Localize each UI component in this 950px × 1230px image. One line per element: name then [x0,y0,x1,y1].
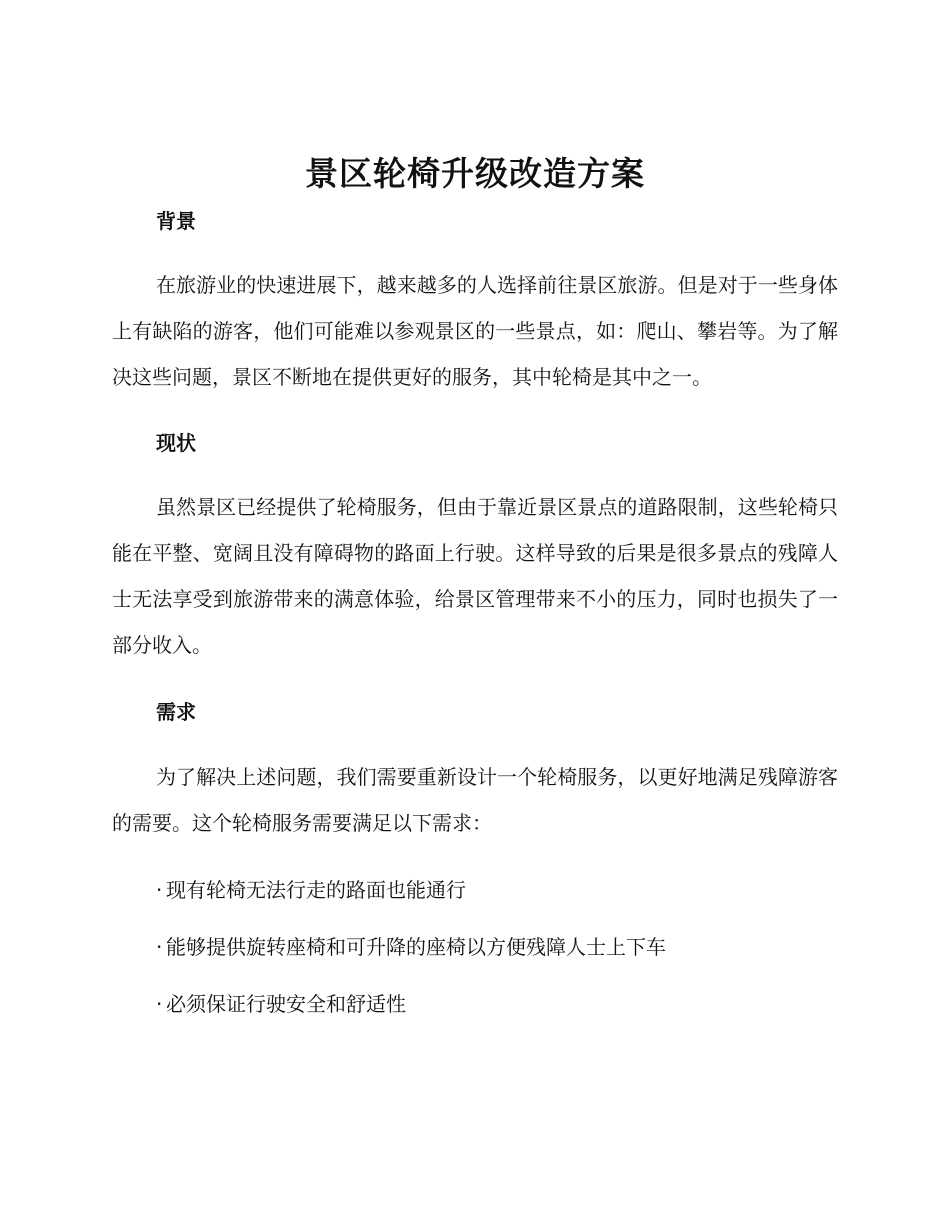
list-item-text: 现有轮椅无法行走的路面也能通行 [166,878,466,902]
requirements-list [112,862,838,1033]
list-item [156,976,838,1033]
document-title: 景区轮椅升级改造方案 [305,154,645,193]
list-item-text: 能够提供旋转座椅和可升降的座椅以方便残障人士上下车 [166,935,666,959]
section-heading-status: 现状 [156,431,196,455]
bullet-marker: · [156,935,163,959]
list-item [156,862,838,919]
list-item-text: 必须保证行驶安全和舒适性 [166,992,406,1016]
section-heading-background: 背景 [156,209,196,233]
section-paragraph-status: 虽然景区已经提供了轮椅服务，但由于靠近景区景点的道路限制，这些轮椅只能在平整、宽阔且没有障碍物的路面上行驶。这样导致的后果是很多景点的残障人士无法享受到旅游带来的满意体验，给景区管理带来不小的压力，同时也损失了一部分收入。 [112,495,838,657]
section-paragraph-background: 在旅游业的快速进展下，越来越多的人选择前往景区旅游。但是对于一些身体上有缺陷的游客，他们可能难以参观景区的一些景点，如：爬山、攀岩等。为了解决这些问题，景区不断地在提供更好的服务，其中轮椅是其中之一。 [112,273,838,389]
section-paragraph-requirements: 为了解决上述问题，我们需要重新设计一个轮椅服务，以更好地满足残障游客的需要。这个轮椅服务需要满足以下需求： [112,765,838,835]
bullet-marker: · [156,992,163,1016]
list-item [156,919,838,976]
bullet-marker: · [156,878,163,902]
section-heading-requirements: 需求 [156,700,196,724]
